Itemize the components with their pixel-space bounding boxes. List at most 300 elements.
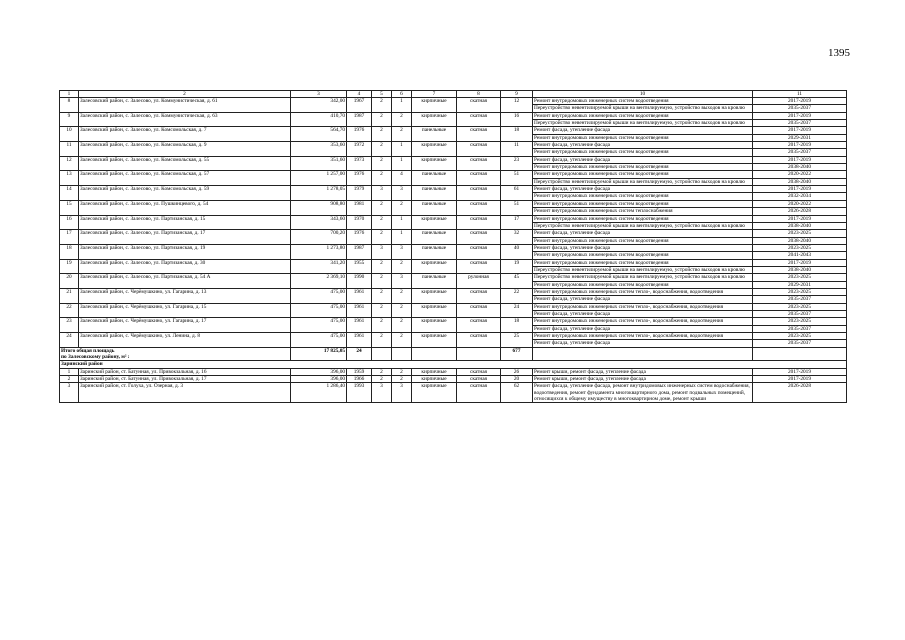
work-type: Ремонт фасада, утепление фасада [533,325,753,332]
table-row [60,376,847,383]
house-area: 1 286,40 [291,383,347,403]
work-period: 2038-2040 [753,266,847,273]
work-type: Ремонт крыши, ремонт фасада, утепление фасада [533,368,753,375]
build-year: 1990 [347,274,372,289]
row-number: 19 [60,259,79,274]
floor-count: 3 [372,383,392,403]
table-row [60,288,847,295]
apartment-count: 51 [501,200,533,215]
roof-type: скатная [457,230,501,245]
table-row [60,200,847,207]
total-houses: 24 [347,347,372,361]
entrance-count: 2 [392,318,412,333]
total-label [60,347,291,361]
roof-type: скатная [457,142,501,157]
apartment-count: 18 [501,127,533,142]
work-type: Ремонт внутридомовых инженерных систем водоотведения [533,252,753,259]
total-apartments: 677 [501,347,533,361]
empty-cell [753,347,847,361]
work-type: Ремонт внутридомовых инженерных систем водоотведения [533,237,753,244]
build-year: 1961 [347,303,372,318]
wall-material: кирпичные [412,318,457,333]
work-period: 2035-2037 [753,325,847,332]
wall-material: кирпичные [412,215,457,230]
work-type: Ремонт внутридомовых инженерных систем тепло-, водоснабжения, водоотведения [533,333,753,340]
roof-type: скатная [457,215,501,230]
wall-material: кирпичные [412,112,457,127]
apartment-count: 17 [501,215,533,230]
house-address: Залесовский район, с. Черёмушкино, ул. Гагарина, д. 15 [79,303,291,318]
roof-type: скатная [457,127,501,142]
work-period: 2035-2037 [753,340,847,347]
work-period: 2035-2037 [753,149,847,156]
work-period: 2017-2019 [753,156,847,163]
work-period: 2038-2040 [753,164,847,171]
page-number: 1395 [828,47,850,59]
work-type: Ремонт внутридомовых инженерных систем водоотведения [533,215,753,222]
house-area: 410,70 [291,112,347,127]
work-period: 2026-2028 [753,383,847,403]
house-area: 343,60 [291,215,347,230]
house-area: 351,60 [291,156,347,171]
build-year: 1966 [347,376,372,383]
row-number: 14 [60,186,79,201]
apartment-count: 40 [501,244,533,259]
row-number: 21 [60,288,79,303]
table-row [60,274,847,281]
work-period: 2023-2025 [753,303,847,310]
work-type: Ремонт внутридомовых инженерных систем водоотведения [533,171,753,178]
house-address: Залесовский район, с. Залесово, ул. Партизанская, д. 30 [79,259,291,274]
roof-type: скатная [457,200,501,215]
entrance-count: 1 [392,98,412,113]
column-number: 7 [412,91,457,98]
house-area: 2 369,10 [291,274,347,289]
house-address: Залесовский район, с. Залесово, ул. Комсомольская, д. 7 [79,127,291,142]
wall-material: кирпичные [412,303,457,318]
work-period: 2029-2031 [753,134,847,141]
work-type: Ремонт фасада, утепление фасада, ремонт внутридомовых инженерных систем водоснабжения, водоотведения, ремонт фундамента многоквартирного дома, ремонт подвальных помещений, относящихся к общему имуществу в многоквартирном доме, ремонт крыши [533,383,753,403]
house-area: 475,00 [291,288,347,303]
work-period: 2023-2025 [753,288,847,295]
roof-type: скатная [457,244,501,259]
work-type: Ремонт фасада, утепление фасада [533,310,753,317]
work-period: 2023-2025 [753,230,847,237]
apartment-count: 26 [501,368,533,375]
table-row [60,142,847,149]
table-row [60,98,847,105]
entrance-count: 3 [392,186,412,201]
work-type: Переустройство невентилируемой крыши на вентилируемую, устройство выходов на кровлю [533,105,753,112]
table-row [60,215,847,222]
apartment-count: 23 [501,156,533,171]
wall-material: кирпичные [412,288,457,303]
work-period: 2032-2034 [753,193,847,200]
roof-type: скатная [457,98,501,113]
work-type: Ремонт внутридомовых инженерных систем водоотведения [533,200,753,207]
floor-count: 2 [372,376,392,383]
table-row [60,112,847,119]
column-number: 5 [372,91,392,98]
entrance-count: 2 [392,259,412,274]
floor-count: 2 [372,259,392,274]
apartment-count: 18 [501,318,533,333]
work-period: 2023-2025 [753,274,847,281]
build-year: 1979 [347,186,372,201]
entrance-count: 3 [392,244,412,259]
row-number: 12 [60,156,79,171]
work-type: Ремонт крыши, ремонт фасада, утепление фасада [533,376,753,383]
house-area: 1 257,00 [291,171,347,186]
total-row [60,347,847,361]
house-area: 1 278,05 [291,186,347,201]
empty-cell [412,347,457,361]
house-address: Залесовский район, с. Залесово, ул. Комсомольская, д. 9 [79,142,291,157]
work-type: Ремонт внутридомовых инженерных систем водоотведения [533,98,753,105]
work-period: 2035-2037 [753,310,847,317]
build-year: 1972 [347,142,372,157]
wall-material: кирпичные [412,142,457,157]
entrance-count: 1 [392,215,412,230]
work-type: Ремонт фасада, утепление фасада [533,142,753,149]
house-address: Залесовский район, с. Черёмушкино, ул. Гагарина, д. 17 [79,318,291,333]
house-area: 700,20 [291,230,347,245]
roof-type: скатная [457,368,501,375]
work-period: 2017-2019 [753,142,847,149]
roof-type: рулонная [457,274,501,289]
work-type: Ремонт внутридомовых инженерных систем тепло-, водоснабжения, водоотведения [533,288,753,295]
work-period: 2017-2019 [753,368,847,375]
district-header-row [60,361,847,368]
entrance-count: 2 [392,112,412,127]
work-type: Ремонт фасада, утепление фасада [533,127,753,134]
roof-type: скатная [457,259,501,274]
entrance-count: 3 [392,383,412,403]
row-number: 3 [60,383,79,403]
floor-count: 2 [372,200,392,215]
total-label-line2: по Залесовскому району, м² : [61,354,130,361]
floor-count: 2 [372,142,392,157]
work-type: Ремонт фасада, утепление фасада [533,230,753,237]
work-type: Ремонт внутридомовых инженерных систем водоотведения [533,149,753,156]
wall-material: кирпичные [412,259,457,274]
work-type: Ремонт внутридомовых инженерных систем водоотведения [533,259,753,266]
floor-count: 2 [372,156,392,171]
house-address: Залесовский район, с. Залесово, ул. Партизанская, д. 15 [79,215,291,230]
apartment-count: 12 [501,98,533,113]
work-type: Ремонт внутридомовых инженерных систем тепло-, водоснабжения, водоотведения [533,303,753,310]
house-address: Залесовский район, с. Залесово, ул. Комсомольская, д. 57 [79,171,291,186]
floor-count: 2 [372,215,392,230]
work-period: 2035-2037 [753,120,847,127]
work-period: 2041-2043 [753,252,847,259]
build-year: 1961 [347,333,372,348]
district-label: Заринский район [60,361,847,368]
house-area: 564,70 [291,127,347,142]
work-period: 2023-2025 [753,333,847,340]
house-address: Заринский район, ст. Батунная, ул. Привокзальная, д. 16 [79,368,291,375]
table-row [60,244,847,251]
total-area: 17 825,05 [291,347,347,361]
work-type: Переустройство невентилируемой крыши на вентилируемую, устройство выходов на кровлю [533,120,753,127]
entrance-count: 2 [392,127,412,142]
wall-material: кирпичные [412,98,457,113]
row-number: 1 [60,368,79,375]
work-period: 2017-2019 [753,98,847,105]
house-area: 341,20 [291,259,347,274]
table-row [60,259,847,266]
work-type: Переустройство невентилируемой крыши на вентилируемую, устройство выходов на кровлю [533,222,753,229]
floor-count: 2 [372,112,392,127]
house-address: Залесовский район, с. Залесово, ул. Пушкинцевого, д. 54 [79,200,291,215]
apartment-count: 32 [501,230,533,245]
house-area: 396,00 [291,376,347,383]
row-number: 17 [60,230,79,245]
floor-count: 3 [372,244,392,259]
roof-type: скатная [457,112,501,127]
house-area: 342,00 [291,98,347,113]
wall-material: панельные [412,186,457,201]
roof-type: скатная [457,156,501,171]
build-year: 1961 [347,288,372,303]
table-row [60,383,847,403]
empty-cell [372,347,392,361]
floor-count: 2 [372,98,392,113]
column-number: 9 [501,91,533,98]
house-address: Заринский район, ст. Батунная, ул. Привокзальная, д. 17 [79,376,291,383]
table-row [60,303,847,310]
entrance-count: 1 [392,142,412,157]
capital-repair-table [59,90,847,403]
house-address: Залесовский район, с. Черёмушкино, ул. Ленина, д. 8 [79,333,291,348]
work-period: 2017-2019 [753,376,847,383]
work-period: 2035-2037 [753,296,847,303]
work-type: Ремонт внутридомовых инженерных систем водоотведения [533,134,753,141]
floor-count: 2 [372,171,392,186]
work-type: Переустройство невентилируемой крыши на вентилируемую, устройство выходов на кровлю [533,178,753,185]
floor-count: 2 [372,274,392,289]
entrance-count: 1 [392,230,412,245]
work-period: 2038-2040 [753,237,847,244]
entrance-count: 2 [392,288,412,303]
apartment-count: 16 [501,112,533,127]
wall-material: кирпичные [412,333,457,348]
roof-type: скатная [457,333,501,348]
floor-count: 3 [372,186,392,201]
apartment-count: 11 [501,142,533,157]
work-type: Ремонт внутридомовых инженерных систем водоотведения [533,193,753,200]
work-period: 2023-2025 [753,244,847,251]
roof-type: скатная [457,171,501,186]
row-number: 18 [60,244,79,259]
work-type: Ремонт фасада, утепление фасада [533,186,753,193]
row-number: 9 [60,112,79,127]
empty-cell [533,347,753,361]
apartment-count: 24 [501,303,533,318]
wall-material: кирпичные [412,383,457,403]
floor-count: 2 [372,318,392,333]
house-address: Залесовский район, с. Залесово, ул. Партизанская, д. 17 [79,230,291,245]
work-period: 2017-2019 [753,127,847,134]
empty-cell [392,347,412,361]
work-type: Ремонт фасада, утепление фасада [533,296,753,303]
entrance-count: 2 [392,200,412,215]
entrance-count: 2 [392,333,412,348]
work-type: Ремонт внутридомовых инженерных систем тепло-, водоснабжения, водоотведения [533,318,753,325]
work-period: 2035-2037 [753,105,847,112]
build-year: 1973 [347,156,372,171]
column-number: 6 [392,91,412,98]
floor-count: 2 [372,303,392,318]
roof-type: скатная [457,318,501,333]
house-address: Залесовский район, с. Залесово, ул. Комсомольская, д. 55 [79,156,291,171]
roof-type: скатная [457,186,501,201]
apartment-count: 62 [501,383,533,403]
build-year: 1970 [347,215,372,230]
floor-count: 2 [372,368,392,375]
row-number: 23 [60,318,79,333]
column-number: 1 [60,91,79,98]
column-number: 4 [347,91,372,98]
column-number: 3 [291,91,347,98]
row-number: 13 [60,171,79,186]
floor-count: 2 [372,288,392,303]
work-type: Ремонт фасада, утепление фасада [533,156,753,163]
entrance-count: 2 [392,303,412,318]
column-number: 2 [79,91,291,98]
wall-material: панельные [412,127,457,142]
roof-type: скатная [457,376,501,383]
row-number: 10 [60,127,79,142]
work-type: Ремонт фасада, утепление фасада [533,340,753,347]
empty-cell [457,347,501,361]
house-area: 396,00 [291,368,347,375]
wall-material: кирпичные [412,368,457,375]
floor-count: 2 [372,333,392,348]
work-type: Переустройство невентилируемой крыши на вентилируемую, устройство выходов на кровлю [533,266,753,273]
row-number: 11 [60,142,79,157]
table-row [60,368,847,375]
apartment-count: 45 [501,274,533,289]
build-year: 1959 [347,368,372,375]
entrance-count: 2 [392,368,412,375]
apartment-count: 61 [501,186,533,201]
roof-type: скатная [457,288,501,303]
roof-type: скатная [457,303,501,318]
apartment-count: 22 [501,288,533,303]
house-area: 1 273,80 [291,244,347,259]
house-area: 475,00 [291,318,347,333]
apartment-count: 25 [501,333,533,348]
entrance-count: 3 [392,274,412,289]
work-period: 2026-2028 [753,208,847,215]
build-year: 1976 [347,171,372,186]
house-address: Залесовский район, с. Залесово, ул. Партизанская, д. 19 [79,244,291,259]
column-number: 10 [533,91,753,98]
work-period: 2029-2031 [753,281,847,288]
column-number-row [60,91,847,98]
build-year: 1987 [347,112,372,127]
build-year: 1967 [347,98,372,113]
floor-count: 2 [372,230,392,245]
wall-material: кирпичные [412,156,457,171]
work-period: 2017-2019 [753,259,847,266]
work-period: 2017-2019 [753,112,847,119]
entrance-count: 1 [392,156,412,171]
house-area: 475,00 [291,303,347,318]
house-area: 475,00 [291,333,347,348]
row-number: 24 [60,333,79,348]
work-type: Ремонт внутридомовых инженерных систем водоотведения [533,112,753,119]
work-period: 2017-2019 [753,186,847,193]
row-number: 8 [60,98,79,113]
row-number: 15 [60,200,79,215]
total-label-line1: Итого общая площадь [61,347,115,354]
apartment-count: 19 [501,259,533,274]
wall-material: панельные [412,200,457,215]
build-year: 1987 [347,244,372,259]
row-number: 2 [60,376,79,383]
row-number: 22 [60,303,79,318]
apartment-count: 51 [501,171,533,186]
wall-material: панельные [412,274,457,289]
house-address: Залесовский район, с. Черёмушкино, ул. Гагарина, д. 13 [79,288,291,303]
roof-type: скатная [457,383,501,403]
apartment-count: 20 [501,376,533,383]
work-type: Ремонт внутридомовых инженерных систем водоотведения [533,164,753,171]
work-period: 2023-2025 [753,318,847,325]
entrance-count: 4 [392,171,412,186]
work-type: Переустройство невентилируемой крыши на вентилируемую, устройство выходов на кровлю [533,274,753,281]
build-year: 1961 [347,318,372,333]
wall-material: панельные [412,244,457,259]
work-period: 2038-2040 [753,222,847,229]
work-period: 2020-2022 [753,200,847,207]
house-address: Заринский район, ст. Голуха, ул. Озерная, д. 3 [79,383,291,403]
table-row [60,230,847,237]
build-year: 1981 [347,200,372,215]
build-year: 1955 [347,259,372,274]
table-row [60,333,847,340]
column-number: 11 [753,91,847,98]
table-row [60,171,847,178]
column-number: 8 [457,91,501,98]
wall-material: кирпичные [412,376,457,383]
work-period: 2017-2019 [753,215,847,222]
house-address: Залесовский район, с. Залесово, ул. Коммунистическая, д. 63 [79,112,291,127]
house-address: Залесовский район, с. Залесово, ул. Коммунистическая, д. 61 [79,98,291,113]
build-year: 1976 [347,127,372,142]
work-type: Ремонт фасада, утепление фасада [533,244,753,251]
wall-material: панельные [412,171,457,186]
floor-count: 2 [372,127,392,142]
work-period: 2020-2022 [753,171,847,178]
row-number: 16 [60,215,79,230]
table-row [60,318,847,325]
entrance-count: 2 [392,376,412,383]
work-period: 2038-2040 [753,178,847,185]
build-year: 1976 [347,230,372,245]
house-address: Залесовский район, с. Залесово, ул. Партизанская, д. 54 А [79,274,291,289]
work-type: Ремонт внутридомовых инженерных систем теплоснабжения [533,208,753,215]
table-row [60,127,847,134]
work-type: Ремонт внутридомовых инженерных систем водоотведения [533,281,753,288]
table-row [60,156,847,163]
build-year: 1993 [347,383,372,403]
house-area: 353,60 [291,142,347,157]
wall-material: панельные [412,230,457,245]
house-area: 908,80 [291,200,347,215]
